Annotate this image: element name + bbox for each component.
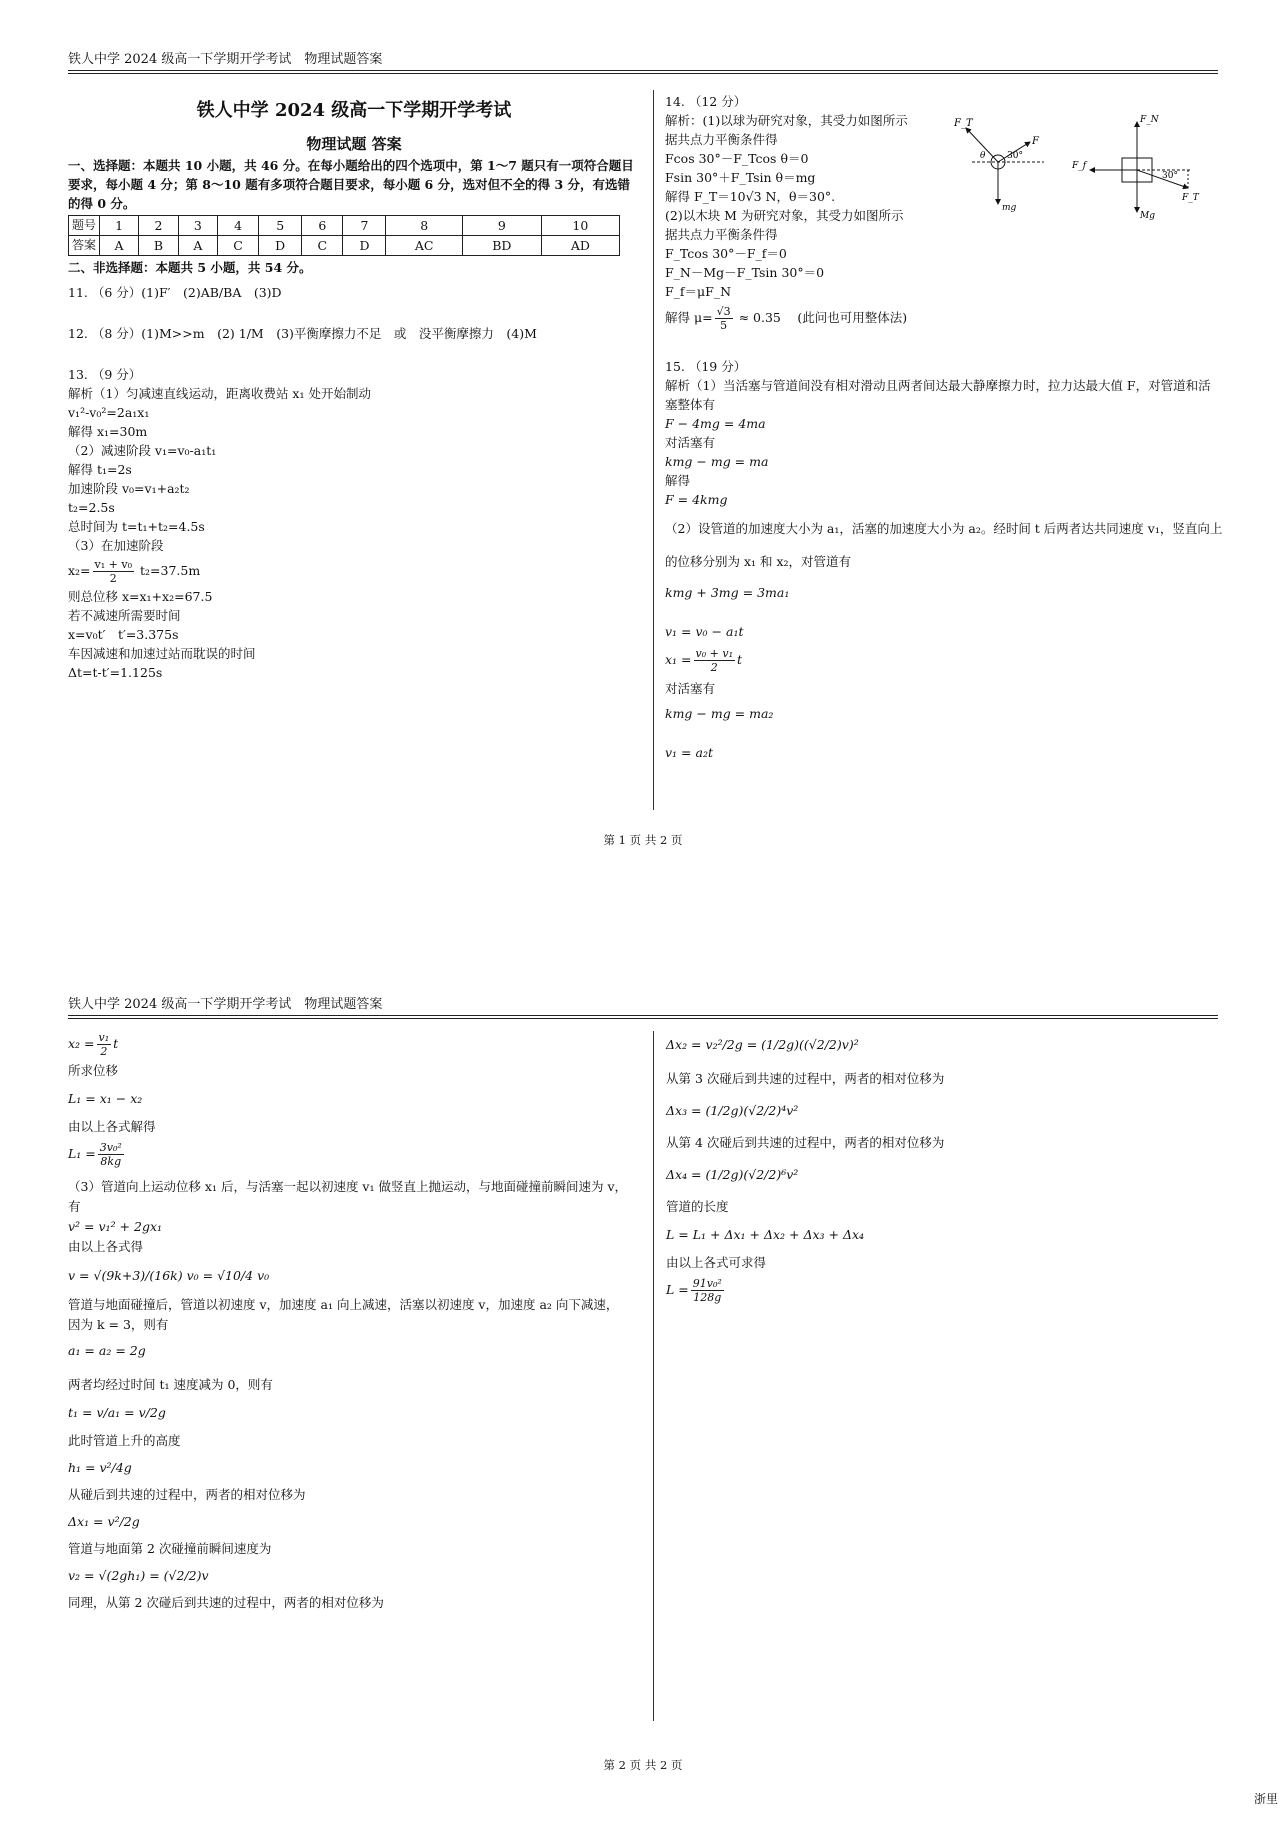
formula-line bbox=[665, 301, 1220, 335]
formula-line: t₁ = v/a₁ = v/2g bbox=[68, 1405, 166, 1420]
table-cell: 10 bbox=[541, 216, 619, 236]
formula-text: ≈ 0.35 (此问也可用整体法) bbox=[738, 310, 908, 325]
formula-line: L = L₁ + Δx₁ + Δx₂ + Δx₃ + Δx₄ bbox=[666, 1227, 865, 1242]
label-force: F bbox=[1032, 136, 1039, 147]
table-cell: D bbox=[343, 236, 386, 256]
text-line: 解得 bbox=[665, 473, 691, 488]
table-cell: 9 bbox=[462, 216, 541, 236]
text-line: 据共点力平衡条件得 bbox=[665, 227, 778, 242]
formula-line: Δx₄ = (1/2g)(√2/2)⁶v² bbox=[666, 1167, 799, 1182]
text-line: （3）在加速阶段 bbox=[68, 538, 164, 553]
formula-line: v₂ = √(2gh₁) = (√2/2)v bbox=[68, 1568, 209, 1583]
text-line: 两者均经过时间 t₁ 速度减为 0，则有 bbox=[68, 1377, 273, 1392]
table-cell: 2 bbox=[139, 216, 179, 236]
formula-text: t₂=37.5m bbox=[140, 563, 201, 578]
text-line: 管道与地面碰撞后，管道以初速度 v，加速度 a₁ 向上减速，活塞以初速度 v，加速度 a₂ 向下减速， bbox=[68, 1297, 619, 1312]
formula-line bbox=[68, 1137, 643, 1171]
table-header-answer: 答案 bbox=[69, 236, 100, 256]
header-rule-thin bbox=[68, 73, 1218, 74]
page-1 bbox=[0, 0, 1286, 880]
text-line: 管道的长度 bbox=[666, 1199, 729, 1214]
table-cell: 1 bbox=[100, 216, 139, 236]
text-line: 的位移分别为 x₁ 和 x₂，对管道有 bbox=[665, 554, 852, 569]
answer-13 bbox=[68, 365, 640, 682]
section-2-heading: 二、非选择题：本题共 5 小题，共 54 分。 bbox=[68, 260, 312, 275]
page-footer: 第 1 页 共 2 页 bbox=[603, 833, 683, 847]
text-line: Fsin 30°＋F_Tsin θ＝mg bbox=[665, 170, 816, 185]
text-line: 解得 x₁=30m bbox=[68, 424, 148, 439]
text-line: 解得 t₁=2s bbox=[68, 462, 132, 477]
text-line: F_f＝μF_N bbox=[665, 284, 732, 299]
label-tension: F_T bbox=[954, 118, 973, 129]
text-line: 因为 k = 3，则有 bbox=[68, 1317, 169, 1332]
text-line: 若不减速所需要时间 bbox=[68, 608, 181, 623]
formula-line: a₁ = a₂ = 2g bbox=[68, 1343, 146, 1358]
label-theta: θ bbox=[980, 151, 986, 161]
formula-text: t bbox=[113, 1036, 119, 1051]
label-mg: mg bbox=[1002, 203, 1017, 212]
answer-15 bbox=[665, 357, 1223, 762]
page-2 bbox=[0, 945, 1286, 1825]
text-line: v₁²-v₀²=2a₁x₁ bbox=[68, 405, 150, 420]
table-cell: 3 bbox=[178, 216, 217, 236]
table-cell: C bbox=[217, 236, 258, 256]
text-line: （2）设管道的加速度大小为 a₁，活塞的加速度大小为 a₂。经时间 t 后两者达共同速度 v₁，竖直向上 bbox=[665, 521, 1223, 536]
table-cell: BD bbox=[462, 236, 541, 256]
formula-line bbox=[666, 1273, 1221, 1307]
formula-line: F = 4kmg bbox=[665, 492, 728, 507]
text-line: 车因减速和加速过站而耽误的时间 bbox=[68, 646, 256, 661]
header-rule-thin bbox=[68, 1018, 1218, 1019]
text-line: 则总位移 x=x₁+x₂=67.5 bbox=[68, 589, 213, 604]
formula-line: F − 4mg = 4ma bbox=[665, 416, 766, 431]
table-cell: A bbox=[100, 236, 139, 256]
right-column bbox=[666, 1027, 1221, 1307]
formula-line: L₁ = x₁ − x₂ bbox=[68, 1091, 143, 1106]
formula-line: v₁ = v₀ − a₁t bbox=[665, 624, 744, 639]
text-line: 总时间为 t=t₁+t₂=4.5s bbox=[68, 519, 205, 534]
formula-line: v² = v₁² + 2gx₁ bbox=[68, 1219, 163, 1234]
label-angle-30: 30° bbox=[1162, 171, 1178, 181]
corner-watermark: 浙里 bbox=[1253, 1792, 1278, 1806]
table-cell: AC bbox=[386, 236, 462, 256]
fraction-denominator: 2 bbox=[710, 661, 718, 674]
text-line: 据共点力平衡条件得 bbox=[665, 132, 778, 147]
formula-text: x₂= bbox=[68, 563, 91, 578]
formula-line: v₁ = a₂t bbox=[665, 745, 713, 760]
formula-text: x₂ = bbox=[68, 1036, 95, 1051]
fraction-denominator: 2 bbox=[100, 1045, 108, 1058]
text-line: （3）管道向上运动位移 x₁ 后，与活塞一起以初速度 v₁ 做竖直上抛运动，与地面碰撞前瞬间速为 v， bbox=[68, 1179, 628, 1194]
answer-table bbox=[68, 215, 620, 256]
table-cell: AD bbox=[541, 236, 619, 256]
formula-line: kmg + 3mg = 3ma₁ bbox=[665, 585, 790, 600]
text-line: Fcos 30°－F_Tcos θ＝0 bbox=[665, 151, 809, 166]
section-1-instructions: 一、选择题：本题共 10 小题，共 46 分。在每小题给出的四个选项中，第 1～7 题只有一项符合题目要求，每小题 4 分；第 8～10 题有多项符合题目要求，每小题 6 分，选对但不全的得 3 分，有选错的得 0 分。 bbox=[68, 158, 634, 211]
formula-text: t bbox=[736, 652, 743, 667]
formula-line: Δx₁ = v²/2g bbox=[68, 1514, 140, 1529]
text-line: 由以上各式得 bbox=[68, 1239, 144, 1254]
running-header: 铁人中学 2024 级高一下学期开学考试 物理试题答案 bbox=[68, 997, 383, 1012]
text-line: 解析：(1)以球为研究对象，其受力如图所示 bbox=[665, 113, 908, 128]
table-cell: C bbox=[302, 236, 343, 256]
formula-text: L₁ = bbox=[68, 1146, 96, 1161]
table-row bbox=[69, 236, 620, 256]
text-line: 管道与地面第 2 次碰撞前瞬间速度为 bbox=[68, 1541, 272, 1556]
label-friction: F_f bbox=[1072, 161, 1087, 171]
running-header: 铁人中学 2024 级高一下学期开学考试 物理试题答案 bbox=[68, 52, 383, 67]
formula-line: kmg − mg = ma bbox=[665, 454, 769, 469]
label-Mg: Mg bbox=[1140, 211, 1155, 221]
formula-line: h₁ = v²/4g bbox=[68, 1460, 132, 1475]
formula-text: 解得 μ= bbox=[665, 310, 713, 325]
formula-line bbox=[68, 1027, 643, 1061]
text-line: 从第 4 次碰后到共速的过程中，两者的相对位移为 bbox=[666, 1135, 945, 1150]
text-line: 由以上各式解得 bbox=[68, 1119, 156, 1134]
text-line: 15. （19 分） bbox=[665, 359, 747, 374]
text-line: 由以上各式可求得 bbox=[666, 1255, 767, 1270]
table-header-number: 题号 bbox=[69, 216, 100, 236]
table-row bbox=[69, 216, 620, 236]
block-force-diagram bbox=[1070, 112, 1200, 222]
answer-12: 12. （8 分）(1)M>>m (2) 1/M (3)平衡摩擦力不足 或 没平衡摩擦力 (4)M bbox=[68, 326, 537, 341]
header-rule bbox=[68, 70, 1218, 71]
table-cell: A bbox=[178, 236, 217, 256]
text-line: F_N－Mg－F_Tsin 30°＝0 bbox=[665, 265, 825, 280]
left-column bbox=[68, 98, 640, 682]
text-line: 此时管道上升的高度 bbox=[68, 1433, 181, 1448]
label-tension: F_T bbox=[1182, 193, 1199, 203]
table-cell: 8 bbox=[386, 216, 462, 236]
text-line: 14. （12 分） bbox=[665, 94, 747, 109]
text-line: 对活塞有 bbox=[665, 681, 716, 696]
text-line: 13. （9 分） bbox=[68, 367, 142, 382]
text-line: 从碰后到共速的过程中，两者的相对位移为 bbox=[68, 1487, 306, 1502]
text-line: 解得 F_T＝10√3 N，θ＝30°. bbox=[665, 189, 836, 204]
formula-text: L = bbox=[666, 1282, 689, 1297]
formula-text: x₁ = bbox=[665, 652, 692, 667]
text-line: 所求位移 bbox=[68, 1063, 119, 1078]
left-column bbox=[68, 1027, 643, 1613]
text-line: 加速阶段 v₀=v₁+a₂t₂ bbox=[68, 481, 190, 496]
text-line: t₂=2.5s bbox=[68, 500, 115, 515]
label-angle-30: 30° bbox=[1007, 151, 1023, 161]
fraction-numerator: 91v₀² bbox=[692, 1277, 722, 1290]
text-line: 解析（1）当活塞与管道间没有相对滑动且两者间达最大静摩擦力时，拉力达最大值 F，对管道和活塞整体有 bbox=[665, 378, 1211, 412]
table-cell: 4 bbox=[217, 216, 258, 236]
fraction-denominator: 128g bbox=[693, 1291, 722, 1304]
formula-line bbox=[68, 555, 640, 587]
formula-line: Δx₂ = v₂²/2g = (1/2g)((√2/2)v)² bbox=[666, 1037, 859, 1052]
text-line: 解析（1）匀减速直线运动，距离收费站 x₁ 处开始制动 bbox=[68, 386, 371, 401]
formula-line: Δx₃ = (1/2g)(√2/2)⁴v² bbox=[666, 1103, 799, 1118]
fraction-numerator: √3 bbox=[716, 305, 731, 318]
text-line: 从第 3 次碰后到共速的过程中，两者的相对位移为 bbox=[666, 1071, 945, 1086]
text-line: 有 bbox=[68, 1199, 81, 1214]
text-line: x=v₀t′ t′=3.375s bbox=[68, 627, 179, 642]
fraction-denominator: 2 bbox=[109, 572, 117, 585]
text-line: （2）减速阶段 v₁=v₀-a₁t₁ bbox=[68, 443, 217, 458]
ball-force-diagram bbox=[952, 112, 1052, 212]
fraction-denominator: 8kg bbox=[100, 1155, 122, 1168]
column-divider bbox=[653, 1031, 654, 1721]
answer-11: 11. （6 分）(1)F′ (2)AB/BA (3)D bbox=[68, 285, 282, 300]
table-cell: 7 bbox=[343, 216, 386, 236]
formula-line: v = √(9k+3)/(16k) v₀ = √10/4 v₀ bbox=[68, 1268, 270, 1283]
text-line: 同理，从第 2 次碰后到共速的过程中，两者的相对位移为 bbox=[68, 1595, 384, 1610]
text-line: F_Tcos 30°－F_f＝0 bbox=[665, 246, 787, 261]
formula-line: kmg − mg = ma₂ bbox=[665, 706, 774, 721]
table-cell: 6 bbox=[302, 216, 343, 236]
fraction-numerator: v₁ + v₀ bbox=[94, 558, 133, 571]
text-line: Δt=t-t′=1.125s bbox=[68, 665, 163, 680]
exam-title: 铁人中学 2024 级高一下学期开学考试 bbox=[196, 100, 512, 121]
formula-line bbox=[665, 641, 1220, 679]
fraction-numerator: v₁ bbox=[98, 1031, 110, 1044]
label-normal-force: F_N bbox=[1140, 115, 1159, 125]
header-rule bbox=[68, 1015, 1218, 1016]
fraction-numerator: 3v₀² bbox=[99, 1141, 122, 1154]
fraction-denominator: 5 bbox=[720, 319, 728, 332]
text-line: (2)以木块 M 为研究对象，其受力如图所示 bbox=[665, 208, 904, 223]
text-line: 对活塞有 bbox=[665, 435, 716, 450]
page-footer: 第 2 页 共 2 页 bbox=[603, 1758, 683, 1772]
exam-subtitle: 物理试题 答案 bbox=[306, 135, 402, 153]
fraction-numerator: v₀ + v₁ bbox=[695, 647, 733, 660]
table-cell: D bbox=[259, 236, 302, 256]
table-cell: 5 bbox=[259, 216, 302, 236]
column-divider bbox=[653, 90, 654, 810]
table-cell: B bbox=[139, 236, 179, 256]
